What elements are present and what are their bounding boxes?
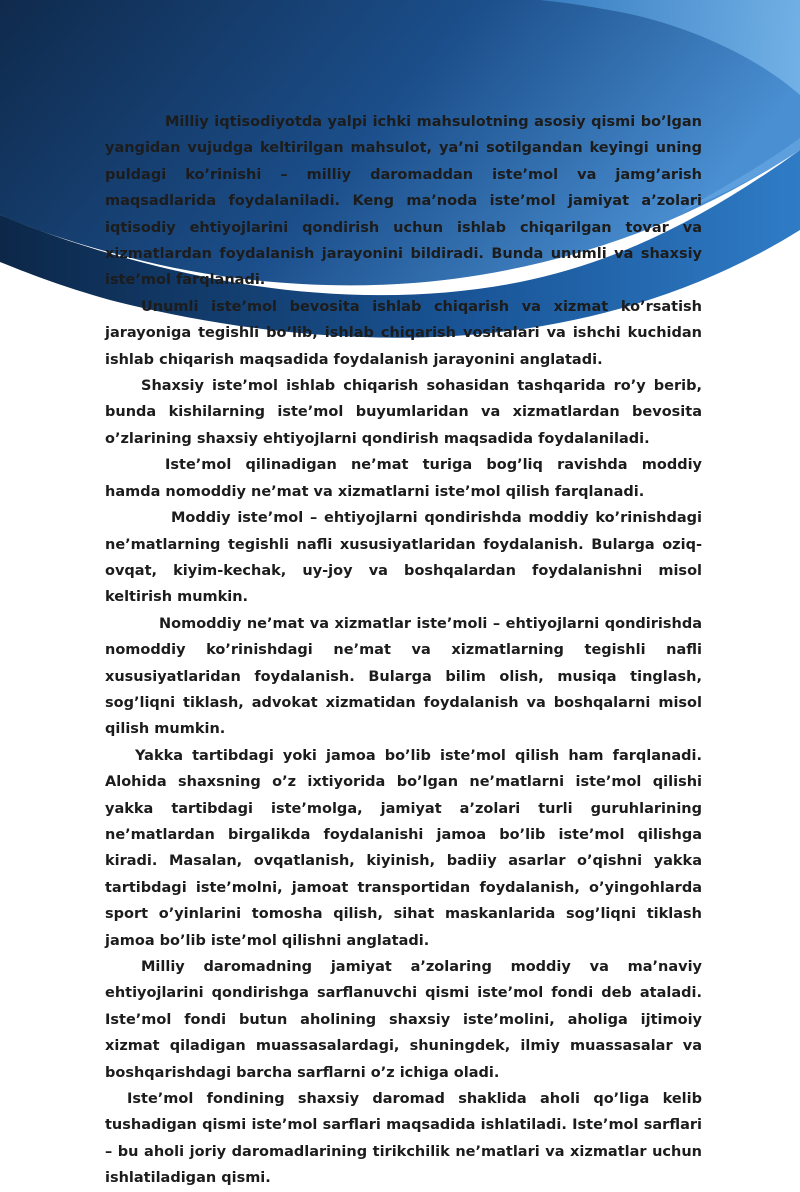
paragraph: Nomoddiy ne’mat va xizmatlar iste’moli – ehtiyojlarni qondirishda nomoddiy ko’rinishdagi ne’mat va xizmatlarning tegishli nafli xususiyatlaridan foydalanish. Bularga bilim olish, musiqa tinglash, sog’liqni tiklash, advokat xizmatidan foydalanish va boshqalarni misol qilish mumkin.: [105, 615, 702, 738]
paragraph: Yakka tartibdagi yoki jamoa bo’lib iste’mol qilish ham farqlanadi. Alohida shaxsning o’z ixtiyorida bo’lgan ne’matlarni iste’mol qilishi yakka tartibdagi iste’molga, jamiyat a’zolari turli guruhlarining ne’matlardan birgalikda foydalanishi jamoa bo’lib iste’mol qilishga kiradi. Masalan, ovqatlanish, kiyinish, badiiy asarlar o’qishni yakka tartibdagi iste’molni, jamoat transportidan foydalanish, o’yingohlarda sport o’yinlarini tomosha qilish, sihat maskanlarida sog’liqni tiklash jamoa bo’lib iste’mol qilishni anglatadi.: [105, 747, 702, 949]
document-body: [105, 109, 702, 1192]
paragraph: Unumli iste’mol bevosita ishlab chiqarish va xizmat ko’rsatish jarayoniga tegishli bo’lib, ishlab chiqarish vositalari va ishchi kuchidan ishlab chiqarish maqsadida foydalanish jarayonini anglatadi.: [105, 298, 702, 368]
paragraph: Iste’mol fondining shaxsiy daromad shaklida aholi qo’liga kelib tushadigan qismi iste’mol sarflari maqsadida ishlatiladi. Iste’mol sarflari – bu aholi joriy daromadlarining tirikchilik ne’matlari va xizmatlar uchun ishlatiladigan qismi.: [105, 1091, 702, 1187]
paragraph: Moddiy iste’mol – ehtiyojlarni qondirishda moddiy ko’rinishdagi ne’matlarning tegishli nafli xususiyatlaridan foydalanish. Bularga oziq-ovqat, kiyim-kechak, uy-joy va boshqalardan foydalanishni misol keltirish mumkin.: [105, 510, 702, 606]
paragraph: Shaxsiy iste’mol ishlab chiqarish sohasidan tashqarida ro’y berib, bunda kishilarning iste’mol buyumlaridan va xizmatlardan bevosita o’zlarining shaxsiy ehtiyojlarni qondirish maqsadida foydalaniladi.: [105, 378, 702, 447]
paragraph: Iste’mol qilinadigan ne’mat turiga bog’liq ravishda moddiy hamda nomoddiy ne’mat va xizmatlarni iste’mol qilish farqlanadi.: [105, 457, 702, 500]
paragraph: Milliy daromadning jamiyat a’zolaring moddiy va ma’naviy ehtiyojlarini qondirishga sarflanuvchi qismi iste’mol fondi deb ataladi. Iste’mol fondi butun aholining shaxsiy iste’molini, aholiga ijtimoiy xizmat qiladigan muassasalardagi, shuningdek, ilmiy muassasalar va boshqarishdagi barcha sarflarni o’z ichiga oladi.: [105, 959, 702, 1081]
paragraph: Milliy iqtisodiyotda yalpi ichki mahsulotning asosiy qismi bo’lgan yangidan vujudga keltirilgan mahsulot, ya’ni sotilgandan keyingi uning puldagi ko’rinishi – milliy daromaddan iste’mol va jamg’arish maqsadlarida foydalaniladi. Keng ma’noda iste’mol jamiyat a’zolari iqtisodiy ehtiyojlarini qondirish uchun ishlab chiqarilgan tovar va xizmatlardan foydalanish jarayonini bildiradi. Bunda unumli va shaxsiy iste’mol farqlanadi.: [105, 114, 702, 289]
